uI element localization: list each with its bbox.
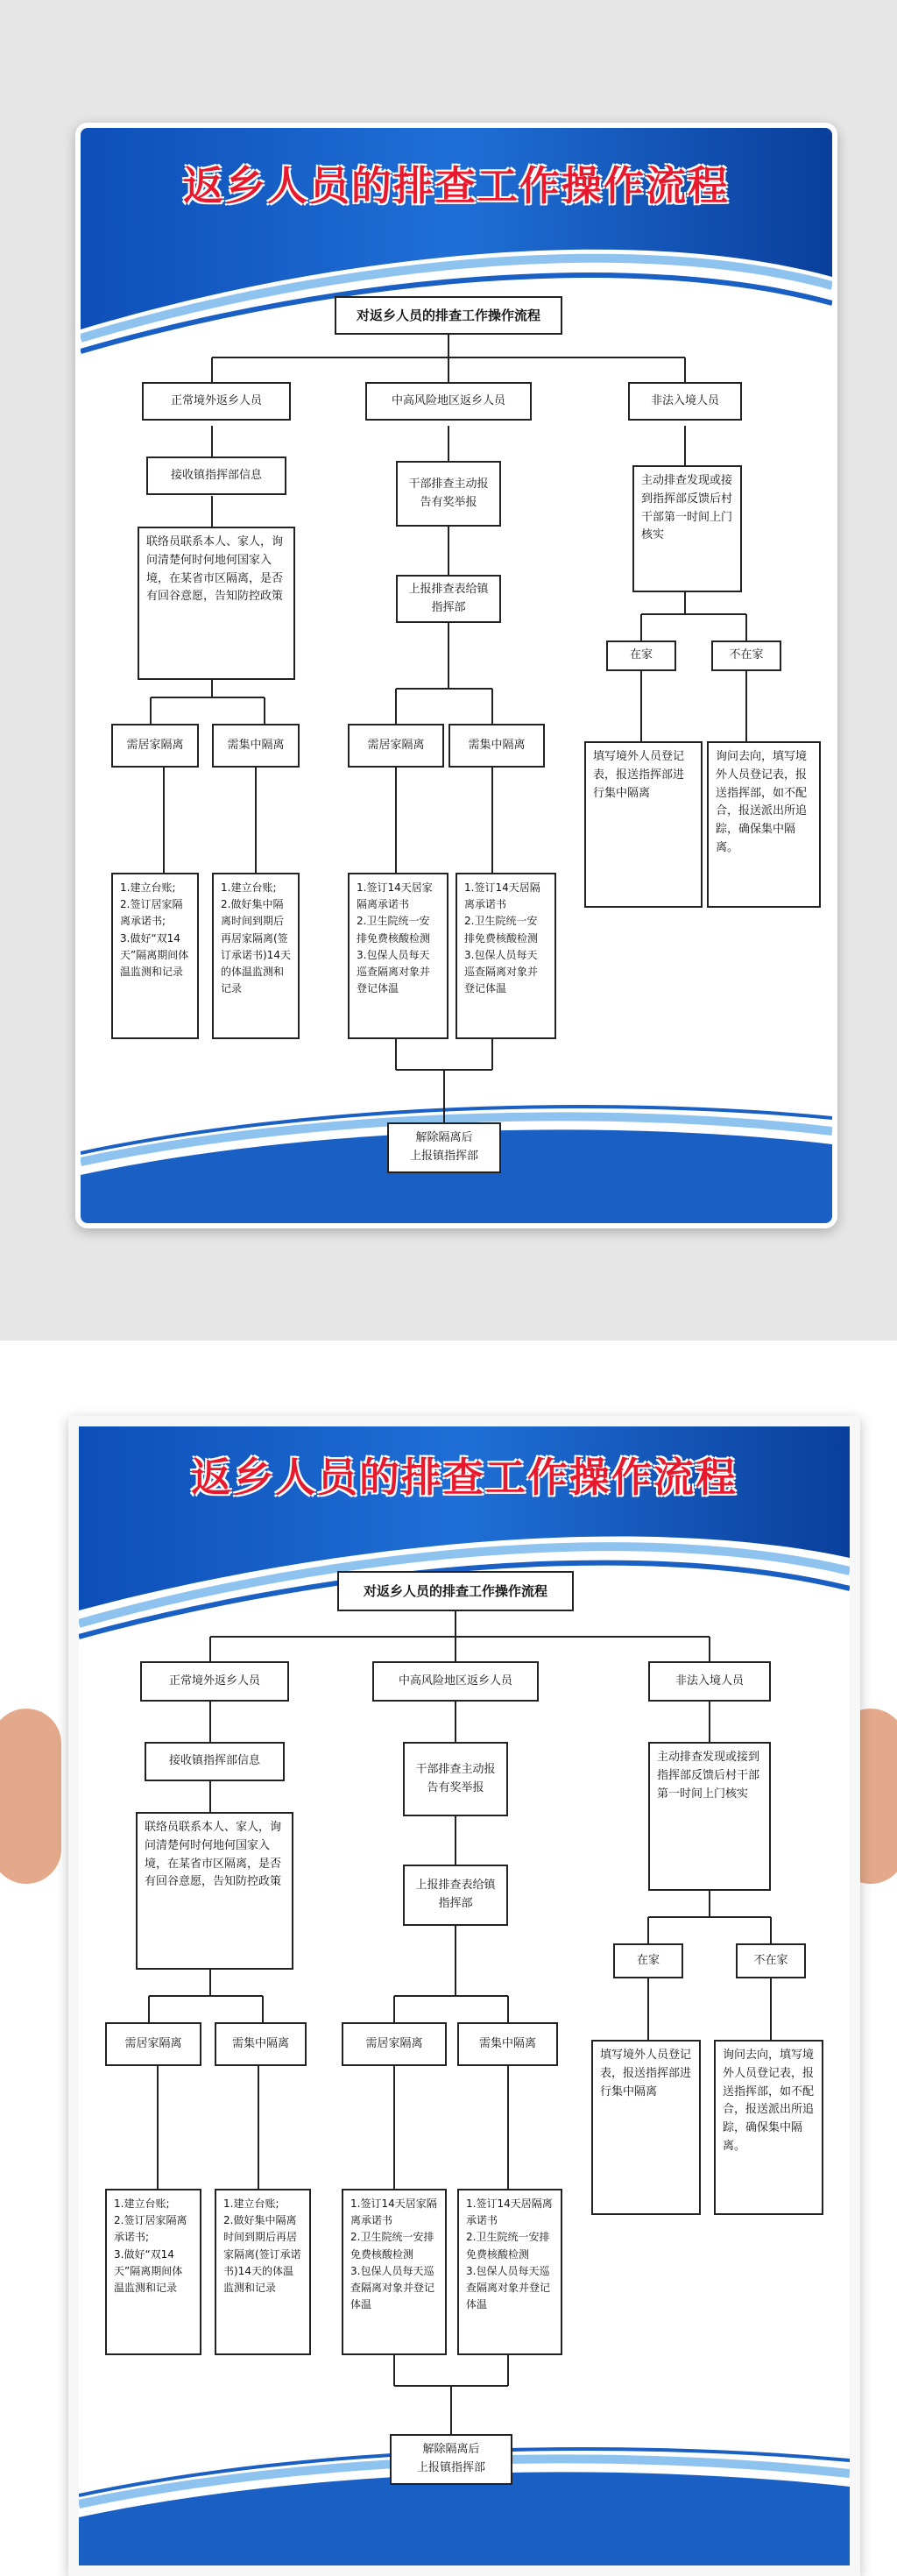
poster-title: 返乡人员的排查工作操作流程 xyxy=(191,1454,738,1501)
right-home-detail: 填写境外人员登记表，报送指挥部进行集中隔离 xyxy=(591,2040,701,2215)
left-hand xyxy=(0,1709,61,1884)
flow-heading: 对返乡人员的排查工作操作流程 xyxy=(337,1571,574,1611)
right-branch-home: 在家 xyxy=(606,640,676,671)
left-home-detail: 1.建立台账; 2.签订居家隔离承诺书; 3.做好“双14天”隔离期间体温监测和记录 xyxy=(111,873,199,1039)
left-branch-home: 需居家隔离 xyxy=(111,724,199,768)
poster-flat xyxy=(75,123,837,1228)
middle-step1: 干部排查主动报告有奖举报 xyxy=(396,461,501,527)
right-away-detail: 询问去向，填写境外人员登记表，报送指挥部，如不配合，报送派出所追踪，确保集中隔离。 xyxy=(707,741,821,908)
left-branch-central: 需集中隔离 xyxy=(215,2022,307,2066)
left-step1: 接收镇指挥部信息 xyxy=(145,1742,285,1781)
mockup-held xyxy=(0,1341,897,2571)
left-step2: 联络员联系本人、家人，询问清楚何时何地何国家入境，在某省市区隔离，是否有回谷意愿，告知防控政策 xyxy=(138,527,295,680)
poster-held xyxy=(68,1416,860,2576)
middle-branch-home: 需居家隔离 xyxy=(342,2022,447,2066)
right-branch-home: 在家 xyxy=(613,1943,683,1978)
middle-final: 解除隔离后 上报镇指挥部 xyxy=(387,1122,501,1173)
right-home-detail: 填写境外人员登记表，报送指挥部进行集中隔离 xyxy=(584,741,703,908)
left-branch-central: 需集中隔离 xyxy=(212,724,300,768)
left-step1: 接收镇指挥部信息 xyxy=(146,456,286,495)
middle-central-detail: 1.签订14天居隔离承诺书 2.卫生院统一安排免费核酸检测 3.包保人员每天巡查隔离对象并登记体温 xyxy=(456,873,556,1039)
right-step1: 主动排查发现或接到指挥部反馈后村干部第一时间上门核实 xyxy=(632,465,742,592)
right-branch-away: 不在家 xyxy=(736,1943,806,1978)
right-column-label: 非法入境人员 xyxy=(628,382,742,421)
middle-step1: 干部排查主动报告有奖举报 xyxy=(403,1742,508,1816)
left-central-detail: 1.建立台账; 2.做好集中隔离时间到期后再居家隔离(签订承诺书)14天的体温监测和记录 xyxy=(212,873,300,1039)
middle-home-detail: 1.签订14天居家隔离承诺书 2.卫生院统一安排免费核酸检测 3.包保人员每天巡查隔离对象并登记体温 xyxy=(348,873,448,1039)
right-column-label: 非法入境人员 xyxy=(648,1661,771,1702)
middle-final: 解除隔离后 上报镇指挥部 xyxy=(390,2434,512,2485)
middle-branch-home: 需居家隔离 xyxy=(348,724,444,768)
left-home-detail: 1.建立台账; 2.签订居家隔离承诺书; 3.做好“双14天”隔离期间体温监测和记录 xyxy=(105,2189,201,2355)
right-away-detail: 询问去向，填写境外人员登记表，报送指挥部，如不配合，报送派出所追踪，确保集中隔离。 xyxy=(714,2040,823,2215)
middle-central-detail: 1.签订14天居隔离承诺书 2.卫生院统一安排免费核酸检测 3.包保人员每天巡查隔离对象并登记体温 xyxy=(457,2189,562,2355)
left-central-detail: 1.建立台账; 2.做好集中隔离时间到期后再居家隔离(签订承诺书)14天的体温监测和记录 xyxy=(215,2189,311,2355)
middle-column-label: 中高风险地区返乡人员 xyxy=(372,1661,539,1702)
middle-column-label: 中高风险地区返乡人员 xyxy=(365,382,532,421)
middle-home-detail: 1.签订14天居家隔离承诺书 2.卫生院统一安排免费核酸检测 3.包保人员每天巡查隔离对象并登记体温 xyxy=(342,2189,447,2355)
flow-heading: 对返乡人员的排查工作操作流程 xyxy=(335,296,562,335)
right-step1: 主动排查发现或接到指挥部反馈后村干部第一时间上门核实 xyxy=(648,1742,771,1891)
left-column-label: 正常境外返乡人员 xyxy=(142,382,291,421)
poster-title: 返乡人员的排查工作操作流程 xyxy=(183,162,730,209)
left-step2: 联络员联系本人、家人，询问清楚何时何地何国家入境，在某省市区隔离，是否有回谷意愿，告知防控政策 xyxy=(136,1812,293,1970)
middle-branch-central: 需集中隔离 xyxy=(448,724,545,768)
left-branch-home: 需居家隔离 xyxy=(105,2022,201,2066)
right-branch-away: 不在家 xyxy=(711,640,781,671)
middle-step2: 上报排查表给镇指挥部 xyxy=(396,575,501,623)
middle-step2: 上报排查表给镇指挥部 xyxy=(403,1865,508,1926)
left-column-label: 正常境外返乡人员 xyxy=(140,1661,289,1702)
middle-branch-central: 需集中隔离 xyxy=(457,2022,558,2066)
